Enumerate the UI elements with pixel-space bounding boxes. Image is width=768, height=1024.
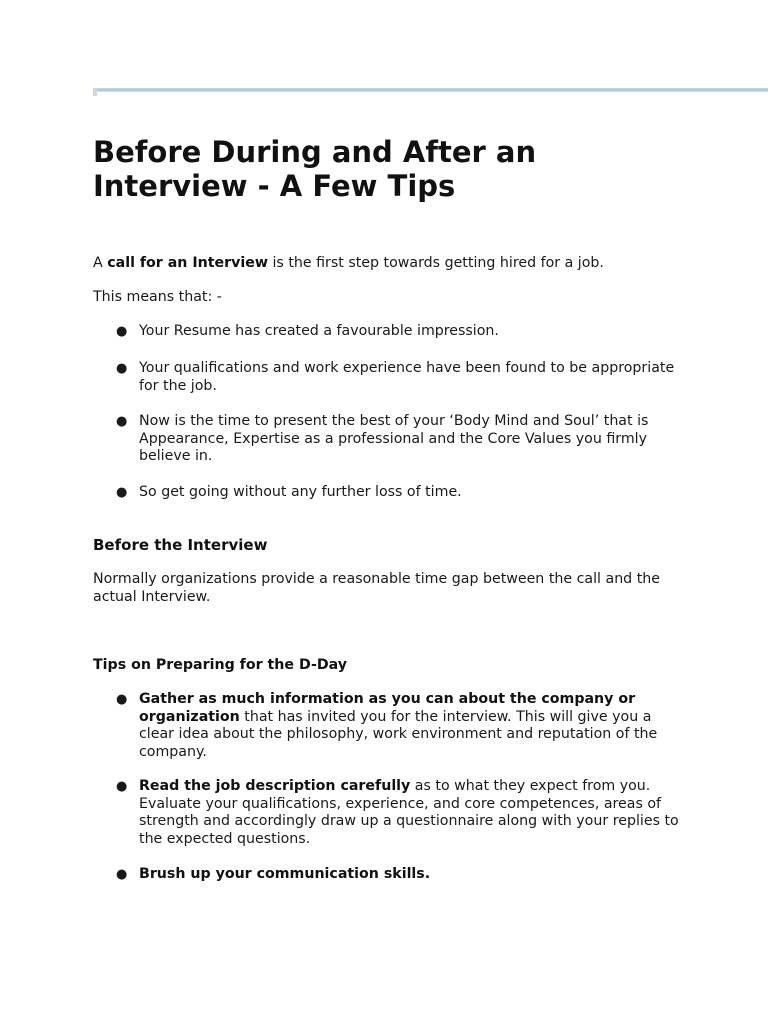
section-heading-tips: Tips on Preparing for the D-Day: [93, 657, 348, 673]
bullet-icon: ●: [116, 692, 128, 707]
list-item: [116, 413, 684, 466]
bullet-icon: ●: [116, 361, 128, 376]
list-item: [116, 484, 684, 502]
list-item: [116, 323, 684, 341]
intro-bold: call for an Interview: [107, 255, 268, 271]
intro-paragraph: [93, 255, 693, 273]
list-item: [116, 778, 684, 848]
intro-suffix: is the first step towards getting hired for a job.: [267, 255, 604, 271]
list-item: [116, 360, 684, 395]
list-item-text: as to what they expect from you. Evaluate your qualifications, experience, and core competences, areas of strength and accordingly draw up a questionnaire along with your replies to the expected questions.: [139, 778, 679, 847]
bullet-icon: ●: [116, 779, 128, 794]
means-label: This means that: -: [93, 289, 222, 305]
header-divider-cap: [93, 88, 97, 96]
header-divider: [93, 88, 768, 92]
list-item: [116, 691, 684, 761]
bullet-icon: ●: [116, 485, 128, 500]
bullet-icon: ●: [116, 414, 128, 429]
list-item-text: So get going without any further loss of time.: [139, 484, 462, 500]
before-paragraph: Normally organizations provide a reasonable time gap between the call and the actual Interview.: [93, 571, 660, 605]
list-item-bold: Brush up your communication skills.: [139, 866, 431, 882]
bullet-icon: ●: [116, 324, 128, 339]
intro-prefix: A: [93, 255, 108, 271]
list-item: [116, 866, 684, 884]
list-item-text: Your Resume has created a favourable impression.: [139, 323, 499, 339]
bullet-icon: ●: [116, 867, 128, 882]
list-item-text: Now is the time to present the best of your ‘Body Mind and Soul’ that is Appearance, Expertise as a professional and the Core Values you firmly believe in.: [139, 413, 649, 464]
document-title: Before During and After an Interview - A Few Tips: [93, 135, 537, 203]
section-heading-before: Before the Interview: [93, 536, 268, 554]
list-item-bold: Read the job description carefully: [139, 778, 411, 794]
list-item-text: Your qualifications and work experience have been found to be appropriate for the job.: [139, 360, 675, 394]
list-item-text: that has invited you for the interview. This will give you a clear idea about the philosophy, work environment and reputation of the company.: [139, 708, 658, 760]
list-item-bold: Gather as much information as you can about the company or organization: [139, 691, 636, 725]
